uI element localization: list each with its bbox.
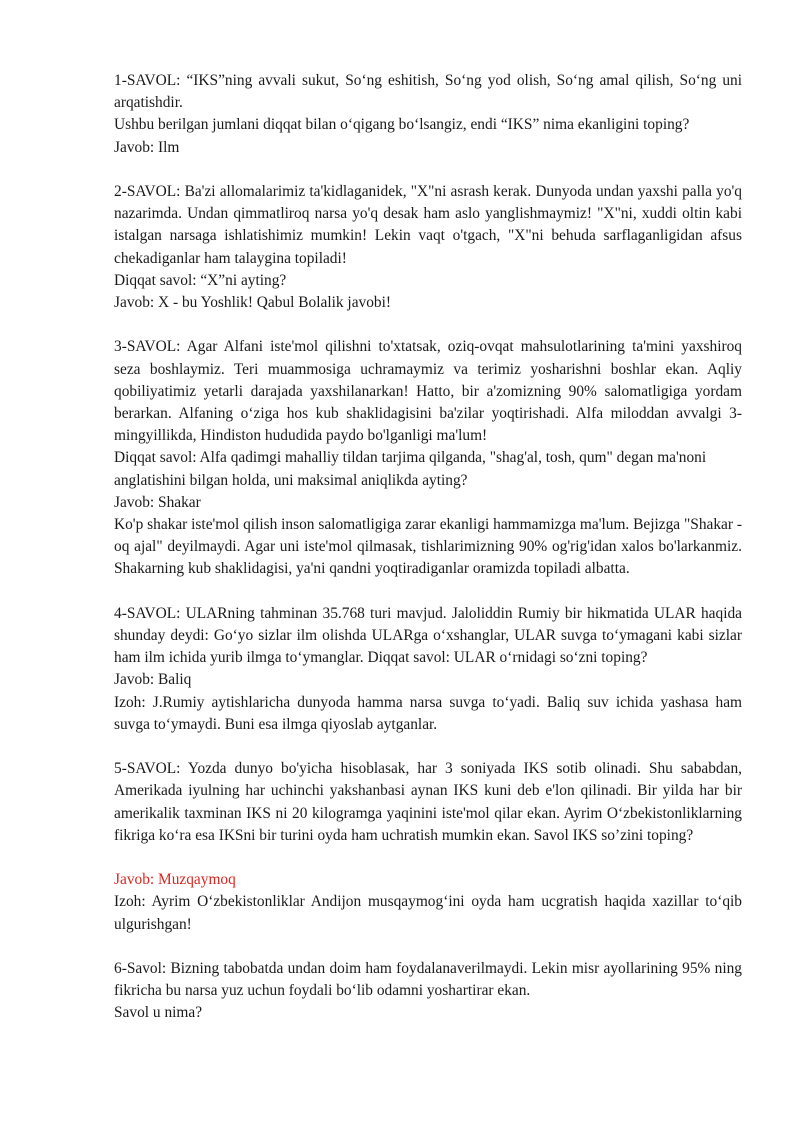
explanation: Izoh: J.Rumiy aytishlaricha dunyoda hamma narsa suvga to‘yadi. Baliq suv ichida yashasa ham suvga to‘ymaydi. Buni esa ilmga qiyoslab aytganlar. (114, 693, 742, 733)
question-block (114, 70, 742, 159)
explanation: Izoh: Ayrim O‘zbekistonliklar Andijon musqaymog‘ini oyda ham ucgratish haqida xazillar to‘qib ulgurishgan! (114, 893, 742, 933)
question-block (114, 758, 742, 847)
question-block (114, 336, 742, 580)
answer: Javob: Muzqaymoq (114, 871, 236, 889)
question-text: 5-SAVOL: Yozda dunyo bo'yicha hisoblasak, har 3 soniyada IKS sotib olinadi. Shu sababdan, Amerikada iyulning har uchinchi yakshanbasi aynan IKS kuni deb e'lon qilinadi. Bir yilda har bir amerikalik taxminan IKS ni 20 kilogramga yaqinini iste'mol qilar ekan. Ayrim O‘zbekistonliklarning fikriga ko‘ra esa IKSni bir turini oyda ham uchratish mumkin ekan. Savol IKS so’zini toping? (114, 760, 742, 844)
question-text: 2-SAVOL: Ba'zi allomalarimiz ta'kidlaganidek, "X"ni asrash kerak. Dunyoda undan yaxshi palla yo'q nazarimda. Undan qimmatliroq narsa yo'q desak ham aslo yanglishmaymiz! "X"ni, xuddi oltin kabi istalgan narsaga ishlatishimiz mumkin! Lekin vaqt o'tgach, "X"ni behuda sarflaganligidan afsus chekadiganlar ham talaygina topiladi! (114, 183, 742, 267)
question-prompt: Savol u nima? (114, 1004, 203, 1022)
question-text: 6-Savol: Bizning tabobatda undan doim ham foydalanaverilmaydi. Lekin misr ayollarining 95% ning fikricha bu narsa yuz uchun foydali bo‘lib odamni yoshartirar ekan. (114, 960, 742, 1000)
question-prompt: Diqqat savol: Alfa qadimgi mahalliy tildan tarjima qilganda, "shag'al, tosh, qum" degan ma'noni anglatishini bilgan holda, uni maksimal aniqlikda ayting? (114, 449, 707, 489)
answer: Javob: X - bu Yoshlik! Qabul Bolalik javobi! (114, 294, 392, 312)
question-text: 1-SAVOL: “IKS”ning avvali sukut, So‘ng eshitish, So‘ng yod olish, So‘ng amal qilish, So‘ng uni arqatishdir. (114, 72, 742, 112)
document-page (114, 70, 742, 1025)
question-text: 3-SAVOL: Agar Alfani iste'mol qilishni to'xtatsak, oziq-ovqat mahsulotlarining ta'mini yaxshiroq seza boshlaymiz. Teri muammosiga uchramaymiz va terimiz yosharishni boshlar ekan. Aqliy qobiliyatimiz yetarli darajada yaxshilanarkan! Hatto, bir a'zomizning 90% salomatligiga yordam berarkan. Alfaning o‘ziga hos kub shaklidagisini ba'zilar yoqtirishadi. Alfa miloddan avvalgi 3-mingyillikda, Hindiston hududida paydo bo'lganligi ma'lum! (114, 338, 742, 445)
question-block (114, 603, 742, 736)
question-block (114, 958, 742, 1025)
question-prompt: Ushbu berilgan jumlani diqqat bilan o‘qigang bo‘lsangiz, endi “IKS” nima ekanligini toping? (114, 116, 690, 134)
question-block (114, 869, 742, 936)
question-block (114, 181, 742, 314)
explanation: Ko'p shakar iste'mol qilish inson salomatligiga zarar ekanligi hammamizga ma'lum. Bejizga "Shakar - oq ajal" deyilmaydi. Agar uni iste'mol qilmasak, tishlarimizning 90% og'rig'idan xalos bo'larkanmiz. Shakarning kub shaklidagisi, ya'ni qandni yoqtiradiganlar oramizda topiladi albatta. (114, 516, 742, 578)
answer: Javob: Baliq (114, 671, 192, 689)
question-prompt: Diqqat savol: “X”ni ayting? (114, 271, 287, 289)
question-text: 4-SAVOL: ULARning tahminan 35.768 turi mavjud. Jaloliddin Rumiy bir hikmatida ULAR haqida shunday deydi: Go‘yo sizlar ilm olishda ULARga o‘xshanglar, ULAR suvga to‘ymagani kabi sizlar ham ilm ichida yurib ilmga to‘ymanglar. Diqqat savol: ULAR o‘rnidagi so‘zni toping? (114, 604, 742, 667)
answer: Javob: Shakar (114, 493, 201, 511)
answer: Javob: Ilm (114, 138, 180, 156)
